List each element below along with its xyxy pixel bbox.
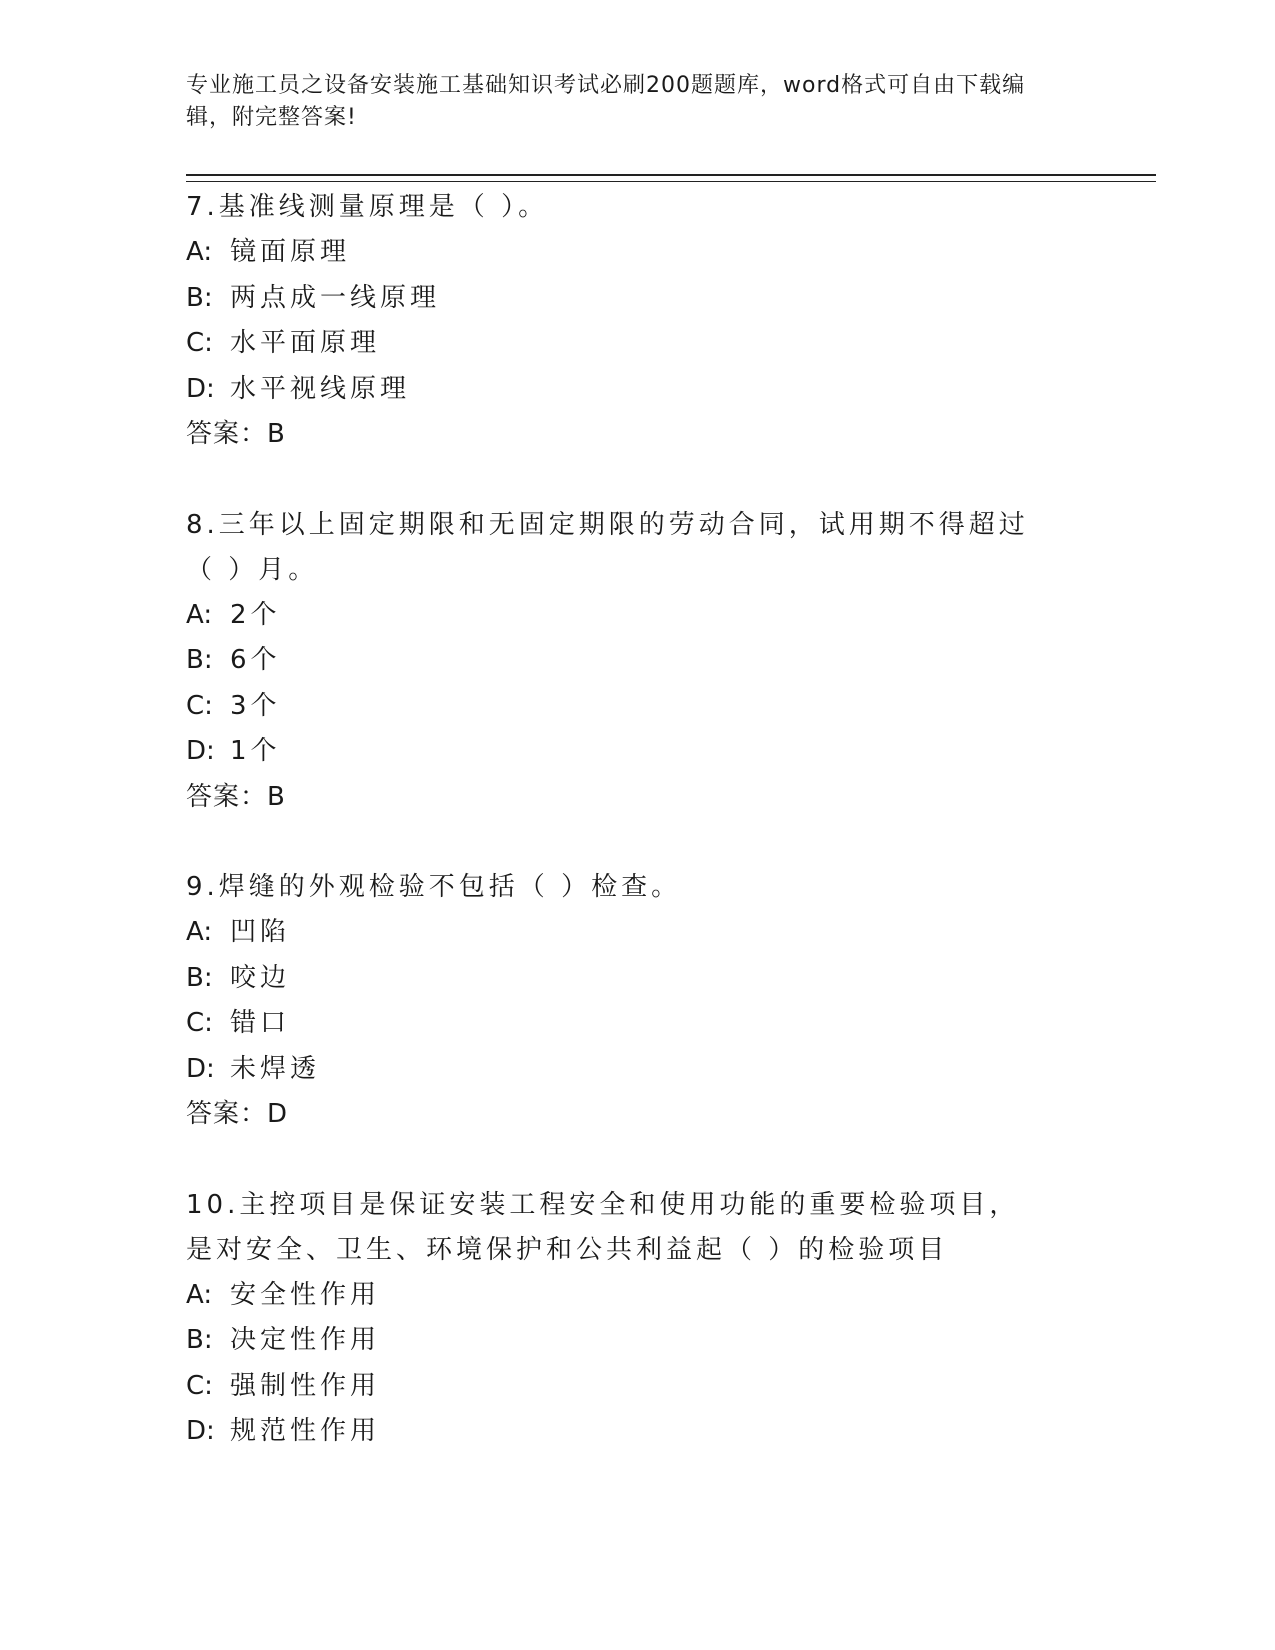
- option-text: 镜面原理: [230, 237, 351, 267]
- option-key: C:: [186, 328, 213, 358]
- question-7: [186, 185, 1156, 458]
- option-key: D:: [186, 1053, 215, 1084]
- question-stem: 7.基准线测量原理是（ ）。: [186, 192, 549, 222]
- option-key: C:: [186, 1370, 213, 1401]
- option-key: A:: [186, 599, 213, 630]
- option-key: B:: [186, 962, 213, 993]
- answer-line: 答案：B: [186, 419, 286, 449]
- spacer: [186, 820, 1156, 865]
- option-key: D:: [186, 736, 215, 766]
- option-b: [186, 1318, 1156, 1364]
- option-text: 2个: [230, 599, 281, 630]
- option-c: [186, 321, 1156, 367]
- option-key: C:: [186, 1008, 213, 1038]
- option-c: [186, 1364, 1156, 1410]
- option-text: 规范性作用: [230, 1416, 381, 1446]
- option-key: A:: [186, 237, 213, 267]
- answer-line: 答案：B: [186, 781, 286, 812]
- option-b: [186, 638, 1156, 684]
- question-8: [186, 503, 1156, 821]
- option-text: 凹陷: [230, 917, 291, 947]
- option-a: [186, 230, 1156, 276]
- option-key: C:: [186, 690, 213, 721]
- option-text: 咬边: [230, 962, 291, 993]
- option-key: A:: [186, 1279, 213, 1310]
- option-d: [186, 1409, 1156, 1455]
- spacer: [186, 1138, 1156, 1183]
- option-key: D:: [186, 1416, 215, 1446]
- option-a: [186, 593, 1156, 639]
- option-key: B:: [186, 645, 213, 675]
- option-d: [186, 1047, 1156, 1093]
- option-text: 水平面原理: [230, 328, 381, 358]
- spacer: [186, 458, 1156, 503]
- option-key: B:: [186, 1325, 213, 1355]
- option-text: 水平视线原理: [230, 373, 411, 404]
- option-text: 3个: [230, 690, 281, 721]
- document-title: 专业施工员之设备安装施工基础知识考试必刷200题题库，word格式可自由下载编辑，附完整答案!: [186, 73, 1026, 130]
- option-c: [186, 1001, 1156, 1047]
- option-text: 强制性作用: [230, 1370, 381, 1401]
- question-10: [186, 1183, 1156, 1455]
- option-key: B:: [186, 282, 213, 313]
- option-text: 错口: [230, 1008, 291, 1038]
- option-a: [186, 1273, 1156, 1319]
- header-divider: [186, 174, 1156, 182]
- option-text: 决定性作用: [230, 1325, 381, 1355]
- question-stem: 10.主控项目是保证安装工程安全和使用功能的重要检验项目，是对安全、卫生、环境保护和公共利益起（ ）的检验项目: [186, 1189, 1020, 1265]
- option-c: [186, 684, 1156, 730]
- option-key: D:: [186, 373, 215, 404]
- option-text: 6个: [230, 645, 281, 675]
- answer-line: 答案：D: [186, 1099, 289, 1129]
- option-b: [186, 276, 1156, 322]
- question-stem: 9.焊缝的外观检验不包括（ ）检查。: [186, 872, 682, 902]
- document-page: [186, 70, 1156, 1455]
- option-text: 安全性作用: [230, 1279, 381, 1310]
- option-text: 两点成一线原理: [230, 282, 441, 313]
- option-a: [186, 910, 1156, 956]
- option-key: A:: [186, 917, 213, 947]
- option-text: 1个: [230, 736, 281, 766]
- question-stem: 8.三年以上固定期限和无固定期限的劳动合同，试用期不得超过（ ）月。: [186, 509, 1029, 585]
- option-text: 未焊透: [230, 1053, 321, 1084]
- option-d: [186, 729, 1156, 775]
- option-b: [186, 956, 1156, 1002]
- question-9: [186, 865, 1156, 1138]
- option-d: [186, 367, 1156, 413]
